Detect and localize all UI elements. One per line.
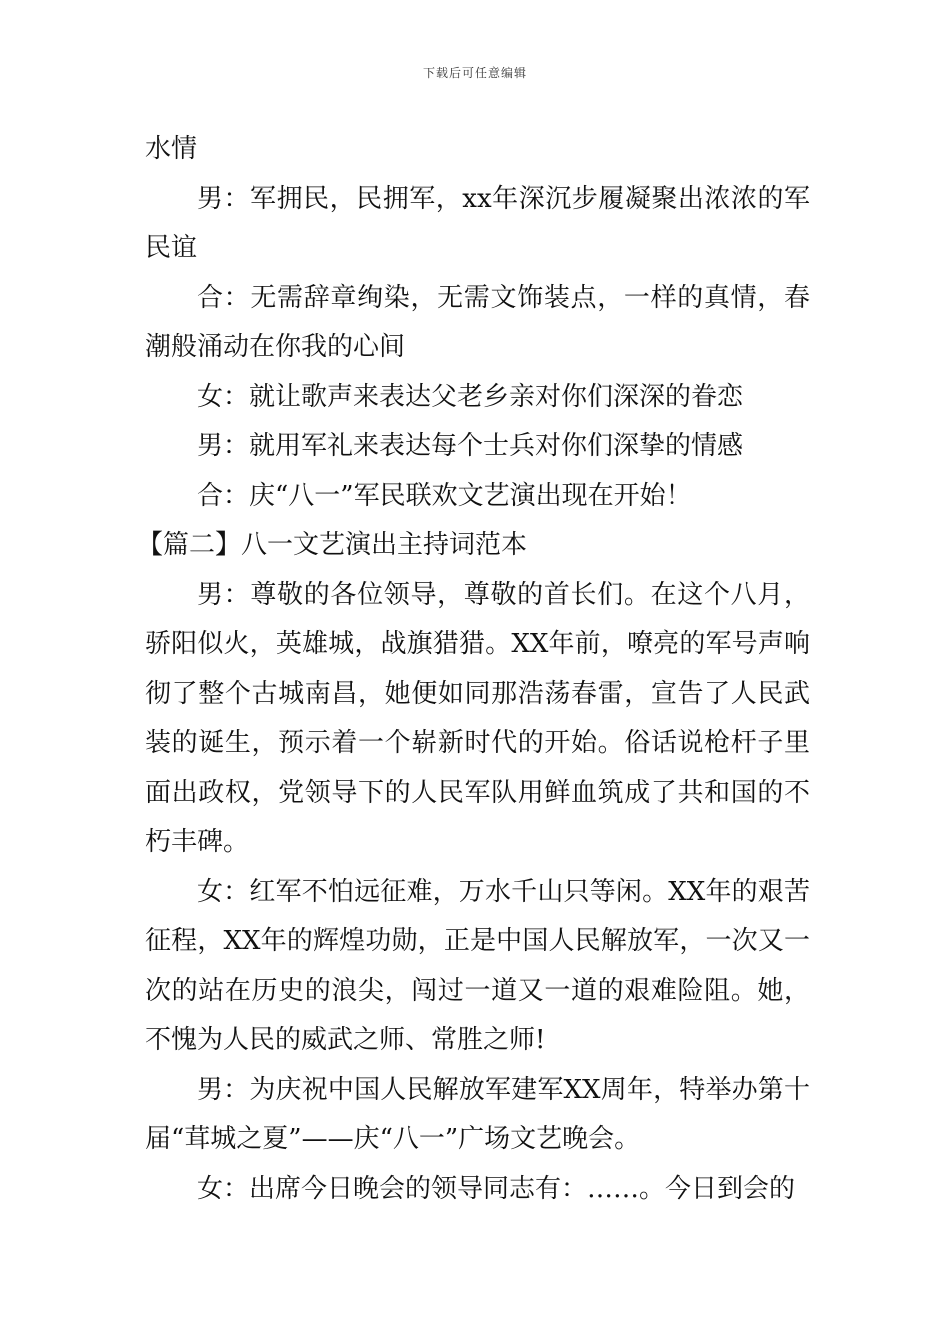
page-header-note: 下载后可任意编辑 (422, 66, 527, 80)
paragraph-male-line: 男：就用军礼来表达每个士兵对你们深挚的情感 (197, 431, 744, 461)
paragraph-male-line: 男：军拥民，民拥军，xx年深沉步履凝聚出浓浓的军民谊 (145, 183, 810, 263)
paragraph-female-line: 女：红军不怕远征难，万水千山只等闲。XX年的艰苦征程，XX年的辉煌功勋，正是中国人民解放军，一次又一次的站在历史的浪尖，闯过一道又一道的艰难险阻。她，不愧为人民的威武之师、常胜之师! (145, 876, 810, 1055)
paragraph-continuation: 水情 (145, 134, 198, 164)
paragraph-chorus-line: 合：无需辞章绚染，无需文饰装点，一样的真情，春潮般涌动在你我的心间 (145, 282, 810, 362)
section-heading: 【篇二】八一文艺演出主持词范本 (137, 530, 528, 560)
paragraph-chorus-line: 合：庆“八一”军民联欢文艺演出现在开始！ (197, 480, 692, 511)
paragraph-male-line: 男：为庆祝中国人民解放军建军XX周年，特举办第十届“茸城之夏”——庆“八一”广场文艺晚会。 (145, 1074, 810, 1154)
paragraph-female-line: 女：就让歌声来表达父老乡亲对你们深深的眷恋 (197, 381, 744, 412)
document-body (137, 125, 810, 1214)
paragraph-male-line: 男：尊敬的各位领导，尊敬的首长们。在这个八月，骄阳似火，英雄城，战旗猎猎。XX年前，嘹亮的军号声响彻了整个古城南昌，她便如同那浩荡春雷，宣告了人民武装的诞生，预示着一个崭新时代的开始。俗话说枪杆子里面出政权，党领导下的人民军队用鲜血筑成了共和国的不朽丰碑。 (145, 579, 810, 857)
paragraph-female-line: 女：出席今日晚会的领导同志有：……。今日到会的 (197, 1173, 796, 1204)
